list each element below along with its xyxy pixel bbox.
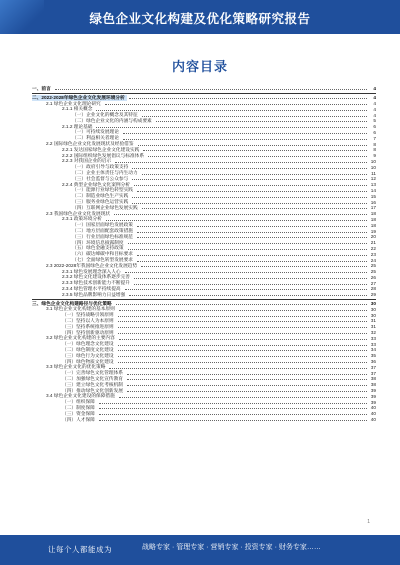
toc-leader-dots: [127, 391, 367, 392]
toc-entry-page: 40: [370, 411, 376, 417]
toc-entry-text: （一）坚持战略引领原则: [62, 312, 114, 318]
toc-entry-text: （一）完善绿色文化管理体系: [62, 370, 123, 376]
toc-entry-page: 11: [369, 171, 376, 176]
toc-leader-dots: [137, 232, 367, 233]
toc-entry-page: 39: [370, 393, 376, 399]
toc-entry-page: 4: [369, 101, 376, 106]
toc-entry-page: 8: [369, 142, 376, 147]
toc-entry-page: 14: [370, 187, 376, 193]
toc-entry-text: （四）绿色物质文化建设: [62, 358, 114, 364]
toc-entry-text: （二）企业主体责任与内生动力: [72, 170, 138, 176]
toc-entry-page: 18: [370, 211, 376, 217]
toc-entry-page: 21: [370, 240, 376, 246]
toc-leader-dots: [99, 414, 367, 415]
toc-heading: 内容目录: [171, 59, 228, 74]
toc-entry-text: （三）行业层面绿色标准规范: [72, 233, 133, 239]
toc-leader-dots: [125, 289, 367, 290]
toc-leader-dots: [119, 339, 367, 340]
toc-entry-page: 39: [370, 399, 376, 405]
toc-entry-page: 40: [370, 417, 376, 423]
toc-entry-text: 2.3.5 绿色品牌影响力日益增强: [62, 291, 126, 297]
toc-entry-page: 37: [370, 364, 376, 370]
toc-entry-page: 4: [369, 107, 376, 112]
toc-leader-dots: [127, 379, 367, 380]
toc-entry-text: 2.2.1 发达国家绿色企业文化建设实践: [62, 146, 140, 152]
toc-entry-text: （一）国家层面绿色发展政策: [72, 222, 133, 228]
toc-entry-text: （四）互联网企业绿色发展实践: [72, 204, 138, 210]
toc-leader-dots: [137, 237, 367, 238]
toc-entry-text: 2.1.1 相关概念: [62, 106, 93, 112]
toc-leader-dots: [137, 191, 367, 192]
toc-leader-dots: [128, 243, 367, 244]
toc-entry-page: 30: [370, 301, 376, 307]
toc-leader-dots: [142, 208, 367, 209]
toc-entry-text: （二）制造业绿色生产实践: [72, 193, 129, 199]
toc-entry-page: 19: [370, 228, 376, 234]
toc-entry-page: 27: [370, 280, 376, 286]
toc-entry[interactable]: [32, 86, 376, 92]
toc-leader-dots: [128, 249, 367, 250]
toc-entry-text: （四）坚持创新驱动原则: [62, 329, 114, 335]
toc-leader-dots: [132, 179, 367, 180]
toc-leader-dots: [142, 116, 367, 117]
toc-leader-dots: [134, 185, 367, 186]
toc-entry-text: （四）推动绿色文化创新发展: [62, 387, 123, 393]
toc-leader-dots: [99, 420, 367, 421]
toc-entry-page: 15: [370, 193, 376, 199]
toc-divider: [32, 299, 376, 300]
toc-entry-text: 2.3.4 绿色管理水平持续提高: [62, 286, 121, 291]
toc-entry-text: （一）政府引导与政策支持: [72, 164, 129, 170]
toc-entry[interactable]: [32, 417, 376, 423]
toc-entry-page: 23: [370, 251, 376, 257]
toc-leader-dots: [99, 408, 367, 409]
toc-leader-dots: [118, 356, 367, 357]
report-title: 绿色企业文化构建及优化策略研究报告: [89, 12, 311, 26]
toc-entry-text: 2.2 国际绿色企业文化发展现状及经验借鉴: [46, 141, 134, 147]
toc-entry-page: 7: [369, 136, 376, 141]
toc-entry-page: 40: [370, 405, 376, 411]
toc-entry-text: （一）可持续发展理论: [72, 129, 119, 135]
toc-entry-text: （三）服务业绿色运营实践: [72, 199, 129, 205]
toc-entry-page: 4: [369, 86, 376, 91]
toc-leader-dots: [99, 403, 367, 404]
toc-entry-page: 17: [370, 205, 376, 211]
toc-entry-page: 22: [370, 245, 376, 251]
header-bar: [0, 0, 400, 34]
toc-leader-dots: [127, 385, 367, 386]
toc-entry-text: （三）社会监督与公众参与: [72, 175, 129, 181]
toc-entry-page: 34: [370, 347, 376, 353]
toc-entry-page: 32: [370, 330, 376, 336]
toc-entry-page: 31: [370, 324, 376, 330]
toc-leader-dots: [125, 272, 367, 273]
toc-entry-page: 12: [370, 176, 376, 182]
toc-entry-page: 24: [370, 257, 376, 263]
toc-entry-page: 25: [370, 263, 376, 269]
toc-entry-text: 2.1 绿色企业文化理论研究: [46, 100, 101, 106]
toc-leader-dots: [134, 278, 367, 279]
toc-entry-text: 2.3.2 绿色文化建设体系逐步完善: [62, 274, 130, 280]
toc-entry-page: 30: [370, 306, 376, 312]
toc-entry-text: 2.3.3 绿色技术创新能力不断提升: [62, 280, 130, 286]
toc-leader-dots: [116, 304, 367, 305]
toc-entry-text: （二）制度保障: [62, 404, 95, 410]
toc-entry-text: 2.3 2022-2028年我国绿色企业文化发展趋势: [46, 262, 138, 268]
toc-entry-page: 26: [370, 274, 376, 280]
toc-entry-text: 2.2.3 对我国企业的启示: [62, 158, 112, 164]
toc-leader-dots: [132, 203, 367, 204]
toc-leader-dots: [156, 121, 367, 122]
toc-leader-dots: [114, 214, 367, 215]
toc-entry-text: 一、前言: [32, 85, 51, 91]
toc-leader-dots: [137, 261, 367, 262]
toc-leader-dots: [118, 333, 367, 334]
toc-entry-text: （二）绿色制度文化建设: [62, 346, 114, 352]
toc-entry-page: 39: [370, 388, 376, 394]
toc-entry-text: 2.3.1 政策环境分析: [62, 216, 102, 222]
toc-entry-page: 6: [369, 124, 376, 129]
toc-entry-text: （二）利益相关者理论: [72, 135, 119, 141]
toc-entry-text: 3.2 绿色企业文化构建的主要内容: [46, 335, 115, 341]
toc-leader-dots: [118, 350, 367, 351]
toc-entry-page: 37: [370, 370, 376, 376]
toc-leader-dots: [123, 133, 367, 134]
toc-leader-dots: [143, 150, 367, 151]
toc-leader-dots: [123, 139, 367, 140]
toc-leader-dots: [127, 374, 367, 375]
toc-entry-page: 29: [370, 292, 376, 298]
toc-leader-dots: [148, 156, 367, 157]
toc-entry-text: （三）建立绿色文化考核机制: [62, 381, 123, 387]
toc-entry[interactable]: [32, 292, 376, 298]
toc-leader-dots: [132, 168, 367, 169]
toc-entry-text: 2.2.2 国际组织绿色发展倡议与标准体系: [62, 152, 145, 158]
footer-tags: 战略专家 · 管理专家 · 营销专家 · 投资专家 · 财务专家……: [142, 544, 321, 551]
toc-entry-page: 38: [370, 382, 376, 388]
toc-leader-dots: [118, 316, 367, 317]
toc-entry-page: 4: [369, 95, 376, 100]
toc-entry-page: 13: [370, 182, 376, 188]
toc-leader-dots: [55, 89, 367, 90]
toc-leader-dots: [119, 397, 367, 398]
toc-entry-text: 3.3 绿色企业文化的优化策略: [46, 364, 106, 370]
toc-entry-page: 6: [369, 130, 376, 135]
toc-leader-dots: [132, 197, 367, 198]
page-number: 1: [367, 519, 370, 525]
toc-entry-text: （四）人才保障: [62, 416, 95, 422]
toc-leader-dots: [118, 362, 367, 363]
toc-entry-page: 9: [369, 153, 376, 158]
toc-entry-page: 16: [370, 199, 376, 205]
toc-entry-page: 28: [370, 286, 376, 292]
toc-entry-text: 2.3 我国绿色企业文化发展现状: [46, 210, 111, 216]
toc-entry-text: （五）绿色金融支持政策: [72, 245, 124, 251]
toc-entry-page: 18: [370, 222, 376, 228]
toc-entry-text: （三）坚持系统推进原则: [62, 323, 114, 329]
toc-entry-page: 18: [370, 216, 376, 222]
toc-leader-dots: [129, 295, 367, 296]
toc-entry-text: 2.2.4 典型企业绿色文化案例分析: [62, 181, 130, 187]
toc-entry-text: 2.3.1 绿色发展理念深入人心: [62, 268, 121, 274]
footer-bar: [0, 535, 400, 565]
toc-leader-dots: [115, 162, 367, 163]
toc-entry-text: （一）企业文化的概念及其特征: [72, 112, 138, 118]
toc-entry-text: 2.1.2 理论基础: [62, 123, 93, 129]
toc-entry-text: 3.4 绿色企业文化建设的保障措施: [46, 393, 115, 399]
toc-entry-page: 30: [370, 312, 376, 318]
toc-entry-text: （七）全面绿色转型发展要求: [72, 257, 133, 263]
toc-entry-page: 20: [370, 234, 376, 240]
toc-divider: [32, 93, 376, 94]
toc-entry-page: 4: [369, 113, 376, 118]
toc-entry-page: 33: [370, 341, 376, 347]
toc-entry-page: 38: [370, 376, 376, 382]
toc-entry-page: 35: [370, 353, 376, 359]
toc-leader-dots: [118, 345, 367, 346]
footer-slogan: 让每个人都能成为: [48, 545, 112, 554]
table-of-contents: [32, 86, 376, 518]
toc-leader-dots: [106, 220, 367, 221]
toc-entry-page: 33: [370, 335, 376, 341]
toc-leader-dots: [105, 104, 367, 105]
toc-entry-text: 二、2022-2028年绿色企业文化发展环境分析: [32, 94, 125, 100]
toc-entry-text: （一）组织保障: [62, 399, 95, 405]
toc-entry-text: （四）环境信息披露制度: [72, 239, 124, 245]
toc-entry-page: 31: [370, 318, 376, 324]
toc-leader-dots: [96, 127, 367, 128]
toc-leader-dots: [137, 255, 367, 256]
toc-leader-dots: [137, 226, 367, 227]
toc-entry-text: （六）碳达峰碳中和目标要求: [72, 251, 133, 257]
toc-entry-text: （三）绿色行为文化建设: [62, 352, 114, 358]
toc-leader-dots: [138, 145, 367, 146]
toc-entry-text: （二）地方层面配套政策措施: [72, 228, 133, 234]
toc-leader-dots: [142, 174, 367, 175]
toc-entry-text: （三）资金保障: [62, 410, 95, 416]
toc-leader-dots: [134, 284, 367, 285]
toc-entry-page: 8: [369, 147, 376, 152]
toc-leader-dots: [118, 321, 367, 322]
toc-entry-text: （一）能源行业绿色转型实践: [72, 187, 133, 193]
toc-entry-page: 36: [370, 359, 376, 365]
toc-leader-dots: [119, 310, 367, 311]
toc-entry-text: 三、绿色企业文化构建路径与优化策略: [32, 300, 112, 306]
toc-entry-text: （二）坚持以人为本原则: [62, 317, 114, 323]
toc-entry-text: （二）加强绿色文化宣传教育: [62, 375, 123, 381]
toc-entry-text: （一）绿色理念文化建设: [62, 341, 114, 347]
toc-entry-page: 10: [370, 158, 376, 164]
toc-entry-text: （二）绿色企业文化的内涵与构成要素: [72, 117, 152, 123]
toc-leader-dots: [141, 266, 367, 267]
toc-leader-dots: [118, 327, 367, 328]
toc-entry-page: 10: [370, 164, 376, 170]
toc-leader-dots: [96, 110, 367, 111]
toc-leader-dots: [129, 98, 367, 99]
toc-leader-dots: [109, 368, 367, 369]
toc-entry-text: 3.1 绿色企业文化构建的基本原则: [46, 306, 115, 312]
toc-entry-page: 25: [370, 269, 376, 275]
toc-entry-page: 5: [369, 118, 376, 123]
